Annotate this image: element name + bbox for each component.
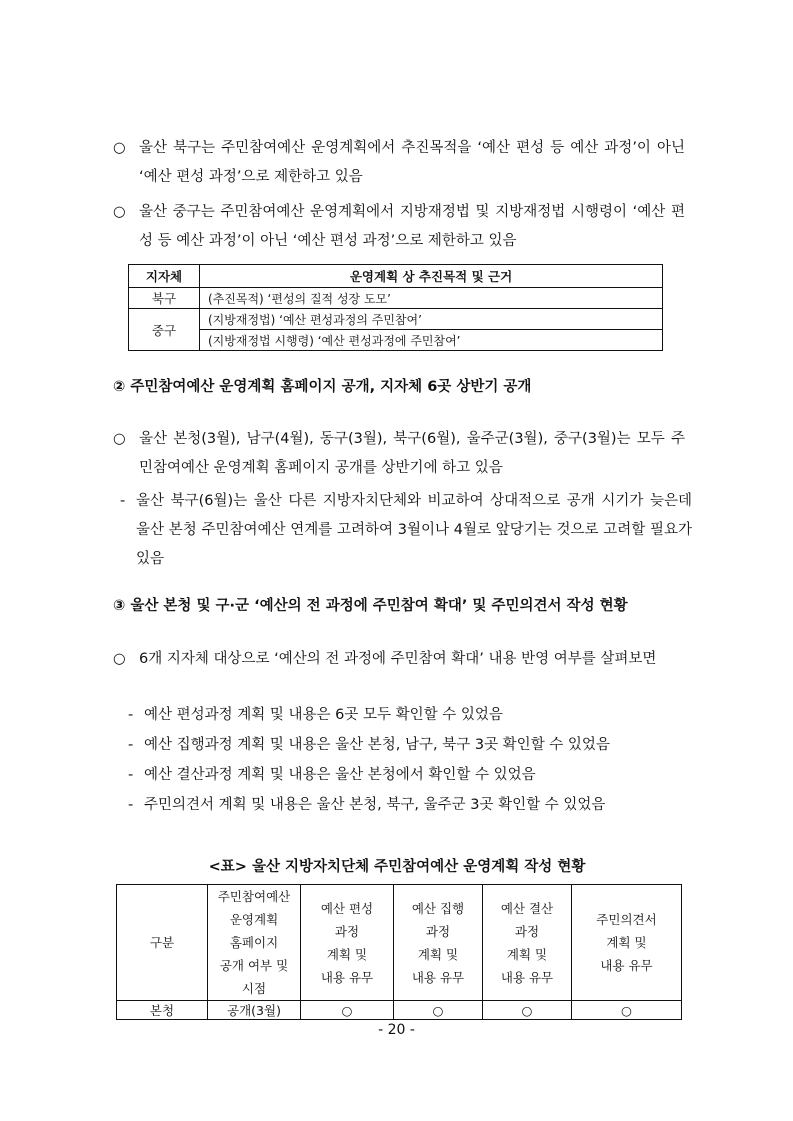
purpose-cell: (지방재정법 시행령) ‘예산 편성과정에 주민참여’ xyxy=(200,330,663,351)
header-cell: 구분 xyxy=(117,885,208,1001)
purpose-cell: (지방재정법) ‘예산 편성과정의 주민참여’ xyxy=(200,309,663,330)
dash-item xyxy=(128,731,718,760)
table-cell: 공개(3월) xyxy=(208,1001,301,1020)
paragraph-text: 울산 중구는 주민참여예산 운영계획에서 지방재정법 및 지방재정법 시행령이 ‘예산 편성 등 예산 과정’이 아닌 ‘예산 편성 과정’으로 제한하고 있음 xyxy=(139,204,685,249)
status-table xyxy=(116,884,682,1020)
dash-text: 예산 편성과정 계획 및 내용은 6곳 모두 확인할 수 있었음 xyxy=(144,707,503,723)
dash-item xyxy=(128,761,718,790)
paragraph-text: 6개 지자체 대상으로 ‘예산의 전 과정에 주민참여 확대’ 내용 반영 여부를 살펴보면 xyxy=(139,651,657,667)
header-cell-region: 지자체 xyxy=(129,265,200,288)
circle-bullet: ○ xyxy=(113,204,126,220)
dash-text: 울산 북구(6월)는 울산 다른 지방자치단체와 비교하여 상대적으로 공개 시기가 늦은데 울산 본청 주민참여예산 연계를 고려하여 3월이나 4월로 앞당기는 것으로 고려할 필요가 있음 xyxy=(136,493,692,567)
dash-text: 예산 결산과정 계획 및 내용은 울산 본청에서 확인할 수 있었음 xyxy=(144,767,536,783)
table-cell: ○ xyxy=(301,1001,394,1020)
dash-text: 주민의견서 계획 및 내용은 울산 본청, 북구, 울주군 3곳 확인할 수 있었음 xyxy=(144,797,606,813)
table-row xyxy=(129,309,663,330)
table-row xyxy=(129,288,663,309)
dash-item-bukgu-timing xyxy=(120,487,692,574)
paragraph-bukgu-purpose xyxy=(113,134,685,192)
dash-bullet: - xyxy=(128,767,134,783)
circle-bullet: ○ xyxy=(113,651,126,667)
table-row xyxy=(129,330,663,351)
table-row xyxy=(117,1001,682,1020)
region-cell: 중구 xyxy=(129,309,200,351)
circle-bullet: ○ xyxy=(113,431,126,447)
table-caption: <표> 울산 지방자치단체 주민참여예산 운영계획 작성 현황 xyxy=(208,859,586,875)
circle-bullet: ○ xyxy=(113,140,126,156)
header-cell: 예산 편성 과정 계획 및 내용 유무 xyxy=(301,885,394,1001)
table-cell: ○ xyxy=(572,1001,682,1020)
table-cell: 본청 xyxy=(117,1001,208,1020)
dash-text: 예산 집행과정 계획 및 내용은 울산 본청, 남구, 북구 3곳 확인할 수 있었음 xyxy=(144,737,610,753)
dash-item xyxy=(128,701,718,730)
dash-item xyxy=(128,791,718,820)
header-cell: 예산 결산 과정 계획 및 내용 유무 xyxy=(483,885,572,1001)
paragraph-disclosure-timing xyxy=(113,425,685,483)
paragraph-survey-intro xyxy=(113,645,685,674)
purpose-table xyxy=(128,264,663,351)
header-cell-purpose: 운영계획 상 추진목적 및 근거 xyxy=(200,265,663,288)
table-header-row xyxy=(129,265,663,288)
paragraph-text: 울산 북구는 주민참여예산 운영계획에서 추진목적을 ‘예산 편성 등 예산 과정’이 아닌 ‘예산 편성 과정’으로 제한하고 있음 xyxy=(139,140,685,185)
region-cell: 북구 xyxy=(129,288,200,309)
header-cell: 예산 집행 과정 계획 및 내용 유무 xyxy=(394,885,483,1001)
table-cell: ○ xyxy=(394,1001,483,1020)
dash-bullet: - xyxy=(128,737,134,753)
table-header-row xyxy=(117,885,682,1001)
header-cell: 주민참여예산 운영계획 홈페이지 공개 여부 및 시점 xyxy=(208,885,301,1001)
dash-bullet: - xyxy=(120,493,126,509)
purpose-cell: (추진목적) ‘편성의 질적 성장 도모’ xyxy=(200,288,663,309)
table-cell: ○ xyxy=(483,1001,572,1020)
dash-bullet: - xyxy=(128,707,134,723)
dash-bullet: - xyxy=(128,797,134,813)
section-heading-2: ② 주민참여예산 운영계획 홈페이지 공개, 지자체 6곳 상반기 공개 xyxy=(113,379,532,395)
paragraph-junggu-purpose xyxy=(113,198,685,256)
header-cell: 주민의견서 계획 및 내용 유무 xyxy=(572,885,682,1001)
page-number: - 20 - xyxy=(378,1022,415,1038)
paragraph-text: 울산 본청(3월), 남구(4월), 동구(3월), 북구(6월), 울주군(3월), 중구(3월)는 모두 주민참여예산 운영계획 홈페이지 공개를 상반기에 하고 있음 xyxy=(139,431,685,476)
section-heading-3: ③ 울산 본청 및 구·군 ‘예산의 전 과정에 주민참여 확대’ 및 주민의견서 작성 현황 xyxy=(113,598,628,614)
